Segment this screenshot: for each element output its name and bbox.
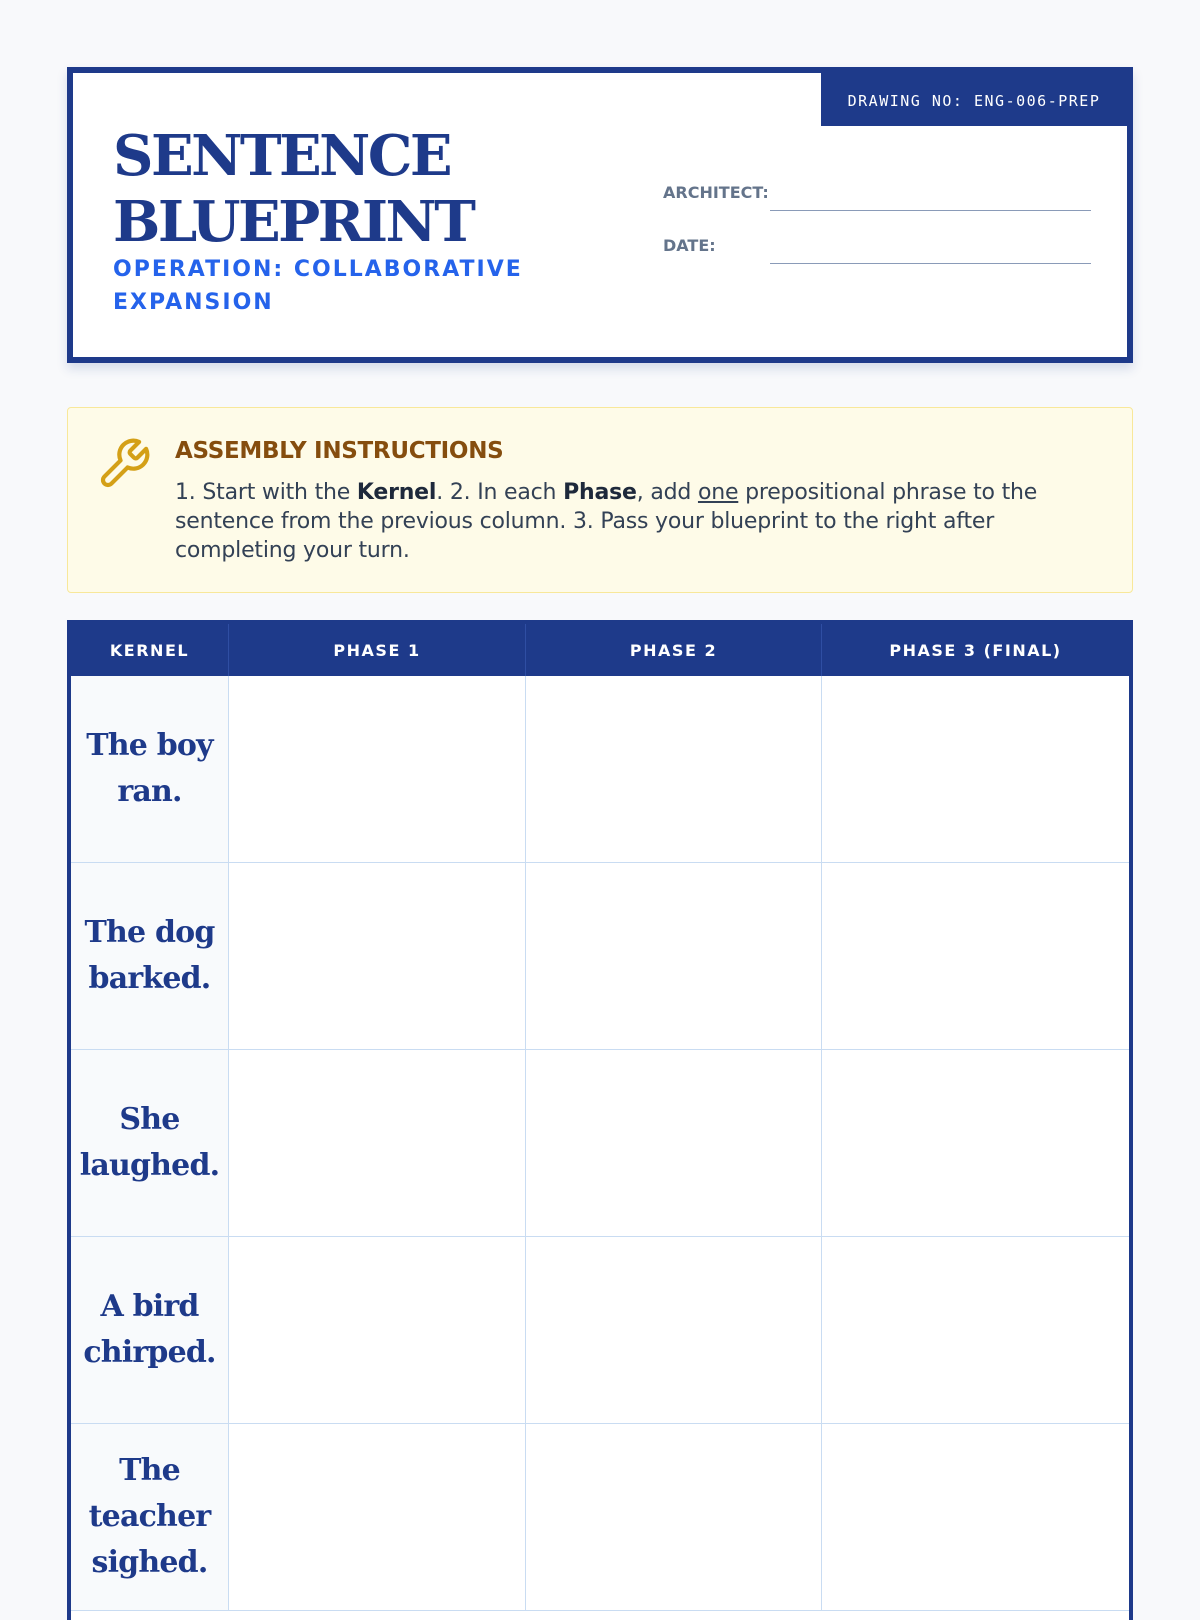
- page-title: SENTENCE BLUEPRINT: [113, 123, 474, 255]
- kernel-cell: She laughed.: [71, 1050, 229, 1236]
- table-row: [71, 1424, 1129, 1611]
- table-header: [71, 624, 1129, 676]
- instr-part: prepositional phrase to the sentence from the previous column. 3. Pass your blueprint to the right after completing your turn.: [175, 480, 1038, 563]
- column-header-phase-1: PHASE 1: [229, 624, 526, 676]
- date-field[interactable]: [663, 236, 1091, 264]
- phase-1-cell[interactable]: [229, 863, 526, 1049]
- wrench-icon: [96, 436, 152, 492]
- phase-1-cell[interactable]: [229, 1050, 526, 1236]
- instr-part: . 2. In each: [436, 480, 564, 505]
- instr-kernel-term: Kernel: [356, 480, 437, 505]
- column-header-phase-3: PHASE 3 (FINAL): [889, 640, 1062, 660]
- architect-line[interactable]: [770, 210, 1091, 211]
- phase-2-cell[interactable]: [526, 1237, 822, 1423]
- date-label: DATE:: [663, 236, 716, 255]
- instr-phase-term: Phase: [563, 480, 637, 505]
- kernel-cell: The teacher sighed.: [71, 1424, 229, 1610]
- phase-3-cell[interactable]: [822, 1424, 1129, 1610]
- phase-2-cell[interactable]: [526, 1424, 822, 1610]
- instr-part: , add: [636, 480, 698, 505]
- instr-part: 1. Start with the: [175, 480, 357, 505]
- table-row: [71, 1050, 1129, 1237]
- phase-2-cell[interactable]: [526, 1050, 822, 1236]
- table-row: [71, 863, 1129, 1050]
- phase-1-cell[interactable]: [229, 676, 526, 862]
- title-block: [67, 67, 1133, 363]
- column-header-phase-2: PHASE 2: [526, 624, 822, 676]
- phase-3-cell[interactable]: [822, 1050, 1129, 1236]
- instructions-text: [175, 478, 1055, 565]
- drawing-number-badge: DRAWING NO: ENG-006-PREP: [821, 73, 1127, 126]
- kernel-cell: A bird chirped.: [71, 1237, 229, 1423]
- phase-3-cell[interactable]: [822, 1237, 1129, 1423]
- kernel-cell: The dog barked.: [71, 863, 229, 1049]
- phase-1-cell[interactable]: [229, 1424, 526, 1610]
- table-row: [71, 676, 1129, 863]
- date-line[interactable]: [770, 263, 1091, 264]
- column-header-kernel: KERNEL: [71, 624, 229, 676]
- architect-label: ARCHITECT:: [663, 183, 769, 202]
- phase-1-cell[interactable]: [229, 1237, 526, 1423]
- architect-field[interactable]: [663, 183, 1091, 211]
- instr-one-term: one: [697, 480, 739, 505]
- phase-3-cell[interactable]: [822, 676, 1129, 862]
- page-subtitle: OPERATION: COLLABORATIVE EXPANSION: [113, 257, 523, 315]
- phase-3-cell[interactable]: [822, 863, 1129, 1049]
- instructions-box: [67, 407, 1133, 593]
- phase-2-cell[interactable]: [526, 863, 822, 1049]
- blueprint-table: [67, 620, 1133, 1620]
- phase-2-cell[interactable]: [526, 676, 822, 862]
- kernel-cell: The boy ran.: [71, 676, 229, 862]
- instructions-title: ASSEMBLY INSTRUCTIONS: [175, 438, 504, 464]
- table-row: [71, 1237, 1129, 1424]
